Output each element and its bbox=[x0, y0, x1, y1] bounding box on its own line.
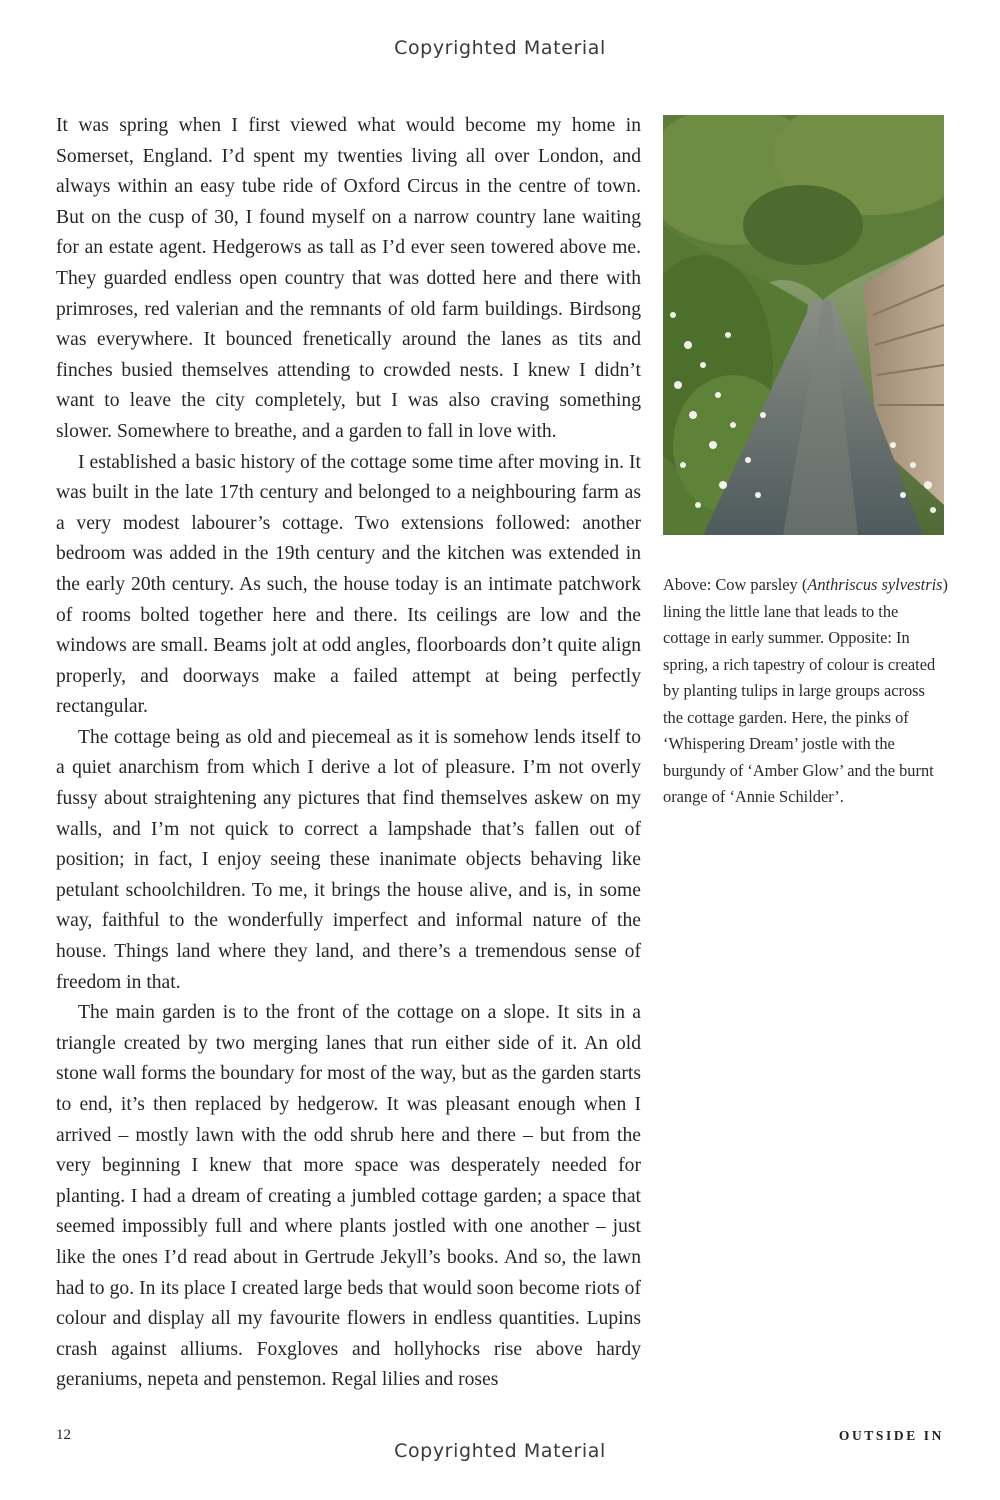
paragraph-3: The cottage being as old and piecemeal as it is somehow lends itself to a quiet anarchism from which I derive a lot of pleasure. I’m not overly fussy about straightening any pictures that find themselves askew on my walls, and I’m not quick to correct a lampshade that’s fallen out of position; in fact, I enjoy seeing these inanimate objects behaving like petulant schoolchildren. To me, it brings the house alive, and is, in some way, faithful to the wonderfully imperfect and informal nature of the house. Things land where they land, and there’s a tremendous sense of freedom in that. bbox=[56, 726, 641, 993]
paragraph-1: It was spring when I first viewed what would become my home in Somerset, England. I’d spent my twenties living all over London, and always within an easy tube ride of Oxford Circus in the centre of town. But on the cusp of 30, I found myself on a narrow country lane waiting for an estate agent. Hedgerows as tall as I’d ever seen towered above me. They guarded endless open country that was dotted here and there with primroses, red valerian and the remnants of old farm buildings. Birdsong was everywhere. It bounced frenetically around the lanes as tits and finches busied themselves attending to crowded nests. I knew I didn’t want to leave the city completely, but I was also craving something slower. Somewhere to breathe, and a garden to fall in love with. bbox=[56, 115, 641, 442]
caption-latin-name: Anthriscus sylvestris bbox=[807, 575, 943, 594]
watermark-bottom: Copyrighted Material bbox=[394, 1440, 606, 1462]
paragraph-4: The main garden is to the front of the cottage on a slope. It sits in a triangle created by two merging lanes that run either side of it. An old stone wall forms the boundary for most of the way, but as the garden starts to end, it’s then replaced by hedgerow. It was pleasant enough when I arrived – mostly lawn with the odd shrub here and there – but from the very beginning I knew that more space was desperately needed for planting. I had a dream of creating a jumbled cottage garden; a space that seemed impossibly full and where plants jostled with one another – just like the ones I’d read about in Gertrude Jekyll’s books. And so, the lawn had to go. In its place I created large beds that would soon become riots of colour and display all my favourite flowers in endless quantities. Lupins crash against alliums. Foxgloves and hollyhocks rise above hardy geraniums, nepeta and penstemon. Regal lilies and roses bbox=[56, 1002, 641, 1391]
running-head: OUTSIDE IN bbox=[838, 1428, 944, 1443]
caption-text-end: ) lining the little lane that leads to the cottage in early summer. Opposite: In spring, a rich tapestry of colour is created by planting tulips in large groups across the cottage garden. Here, the pinks of ‘Whispering Dream’ jostle with the burgundy of ‘Amber Glow’ and the burnt orange of ‘Annie Schilder’. bbox=[663, 575, 948, 806]
caption-text-start: Above: Cow parsley ( bbox=[663, 575, 808, 594]
lane-photo bbox=[663, 115, 944, 535]
main-text bbox=[56, 111, 641, 1396]
watermark-top: Copyrighted Material bbox=[394, 37, 606, 59]
photo-caption bbox=[663, 572, 948, 811]
page-number: 12 bbox=[56, 1427, 71, 1443]
paragraph-2: I established a basic history of the cottage some time after moving in. It was built in the late 17th century and belonged to a neighbouring farm as a very modest labourer’s cottage. Two extensions followed: another bedroom was added in the 19th century and the kitchen was extended in the early 20th century. As such, the house today is an intimate patchwork of rooms bolted together here and there. Its ceilings are low and the windows are small. Beams jolt at odd angles, floorboards don’t quite align properly, and doorways make a failed attempt at being perfectly rectangular. bbox=[56, 451, 641, 718]
